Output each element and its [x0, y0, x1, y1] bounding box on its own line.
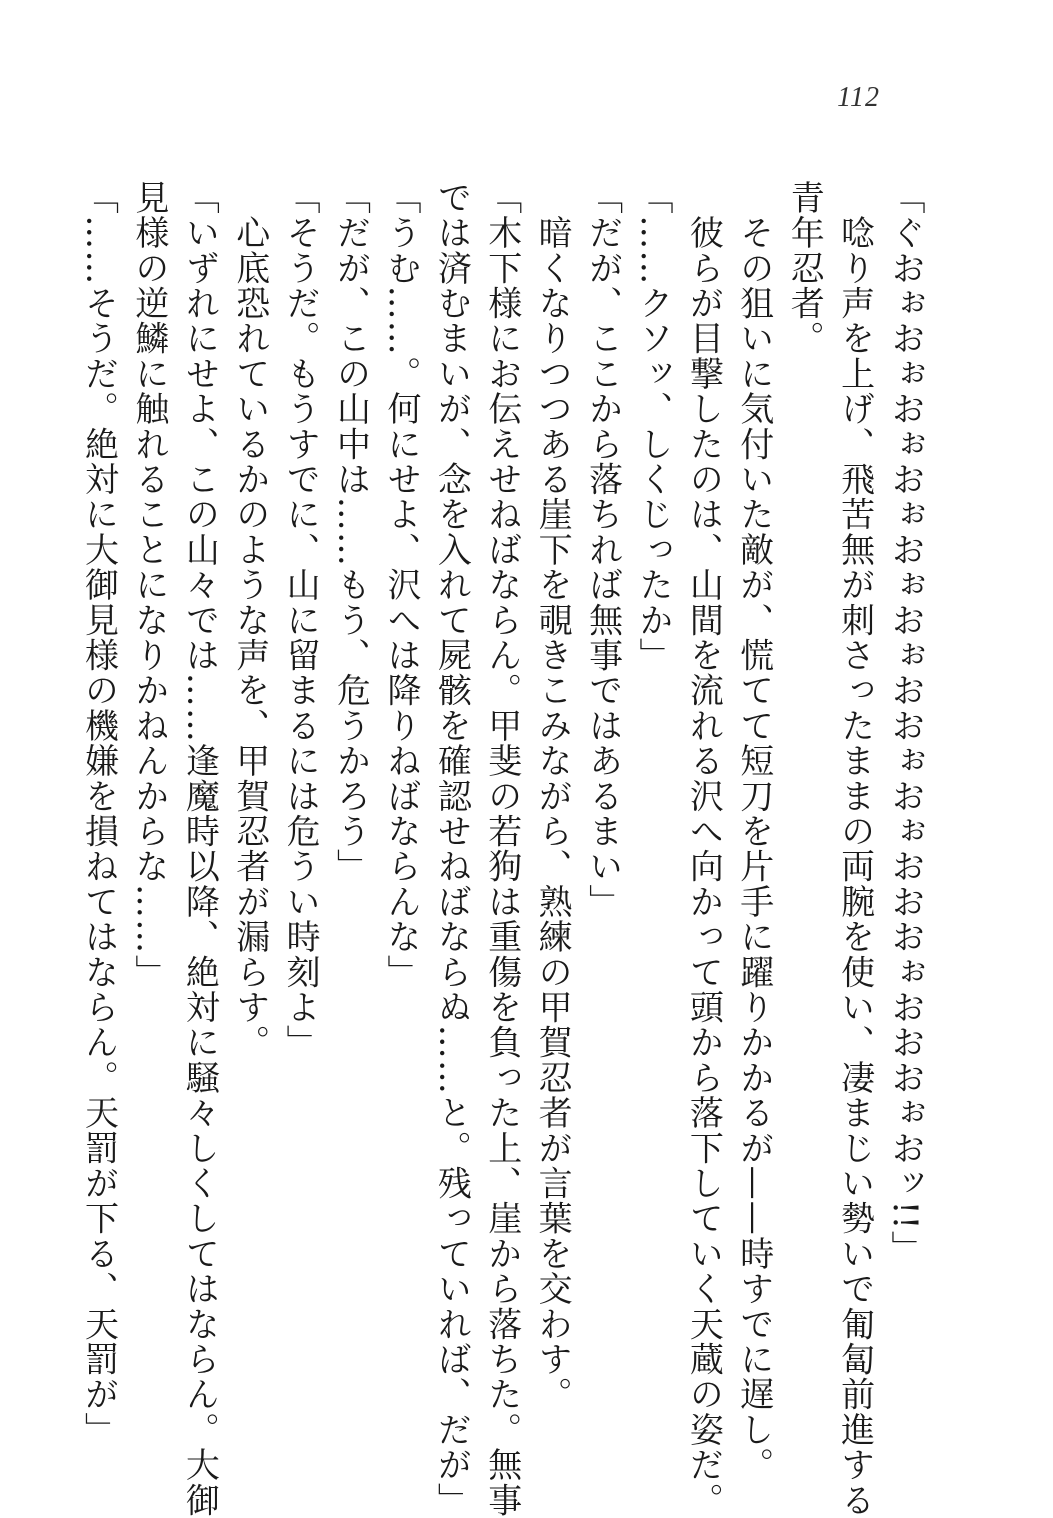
page-number: 112 — [837, 82, 880, 113]
text-line: 「ぐおぉおぉおぉおぉおぉおぉおおぉおぉおおおぉおおおぉおッ!!」 — [885, 180, 925, 1266]
text-line: 彼らが目撃したのは、山間を流れる沢へ向かって頭から落下していく天蔵の姿だ。 — [683, 180, 724, 1518]
text-line: その狙いに気付いた敵が、慌てて短刀を片手に躍りかかるが——時すでに遅し。 — [733, 180, 774, 1483]
text-line: 見様の逆鱗に触れることになりかねんからな……」 — [128, 180, 169, 990]
text-line: 「だが、この山中は……もう、危うかろう」 — [330, 180, 371, 884]
text-line: 「そうだ。もうすでに、山に留まるには危うい時刻よ」 — [280, 180, 321, 1060]
text-line: 暗くなりつつある崖下を覗きこみながら、熟練の甲賀忍者が言葉を交わす。 — [532, 180, 573, 1412]
text-line: 唸り声を上げ、飛苦無が刺さったままの両腕を使い、凄まじい勢いで匍匐前進する — [834, 180, 875, 1518]
text-line: 心底恐れているかのような声を、甲賀忍者が漏らす。 — [229, 180, 270, 1060]
body-text — [78, 180, 930, 1518]
text-line: では済むまいが、念を入れて屍骸を確認せねばならぬ……と。残っていれば、だが」 — [431, 180, 472, 1518]
text-line: 「……クソッ、しくじったか」 — [632, 180, 673, 673]
text-line: 青年忍者。 — [784, 180, 825, 356]
text-line: 「だが、ここから落ちれば無事ではあるまい」 — [582, 180, 623, 920]
text-line: 「うむ……。何にせよ、沢へは降りねばならんな」 — [380, 180, 421, 990]
text-line: 「いずれにせよ、この山々では……逢魔時以降、絶対に騒々しくしてはならん。大御 — [179, 180, 220, 1518]
text-line: 「木下様にお伝えせねばならん。甲斐の若狗は重傷を負った上、崖から落ちた。無事 — [481, 180, 522, 1518]
text-line: 「……そうだ。絶対に大御見様の機嫌を損ねてはならん。天罰が下る、天罰が」 — [78, 180, 119, 1448]
